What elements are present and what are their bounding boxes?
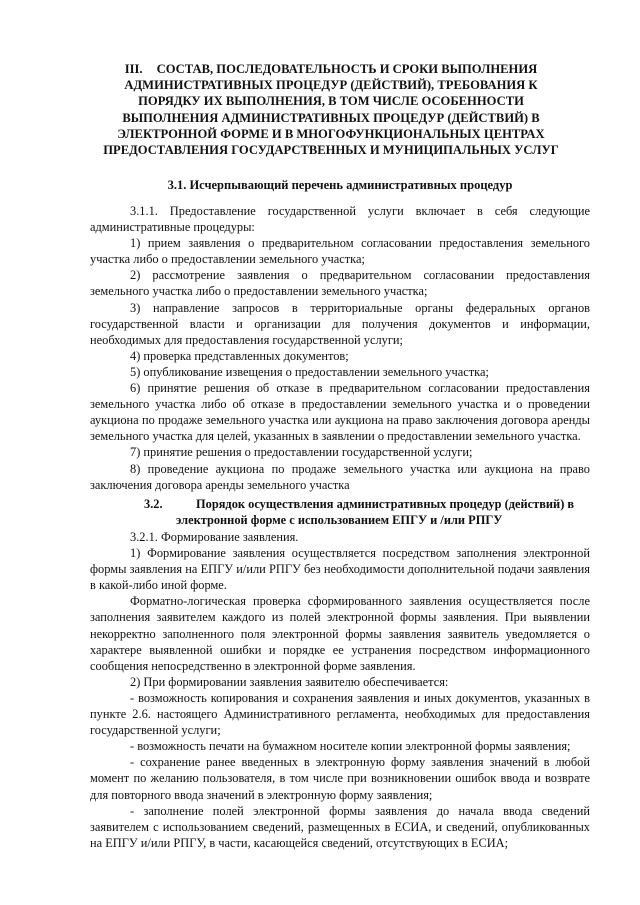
section-number: III. [124,62,143,76]
list-item: 2) рассмотрение заявления о предварительном согласовании предоставления земельного участка либо о предоставлении земельного участка; [90,268,590,299]
subsection-3-2-title [144,496,590,528]
list-item: 5) опубликование извещения о предоставлении земельного участка; [130,364,489,379]
paragraph: Форматно-логическая проверка сформированного заявления осуществляется после заполнения заявителем каждого из полей электронной формы заявления. При выявлении некорректно заполненного поля электронной формы заявления заявитель уведомляется о характере выявленной ошибки и порядке ее устранения посредством информационного сообщения непосредственно в электронной форме заявления. [90,594,590,673]
section-title: СОСТАВ, ПОСЛЕДОВАТЕЛЬНОСТЬ И СРОКИ ВЫПОЛНЕНИЯ АДМИНИСТРАТИВНЫХ ПРОЦЕДУР (ДЕЙСТВИЙ), ТРЕБОВАНИЯ К ПОРЯДКУ ИХ ВЫПОЛНЕНИЯ, В ТОМ ЧИСЛЕ ОСОБЕННОСТИ ВЫПОЛНЕНИЯ АДМИНИСТРАТИВНЫХ ПРОЦЕДУР (ДЕЙСТВИЙ) В ЭЛЕКТРОННОЙ ФОРМЕ И В МНОГОФУНКЦИОНАЛЬНЫХ ЦЕНТРАХ ПРЕДОСТАВЛЕНИЯ ГОСУДАРСТВЕННЫХ И МУНИЦИПАЛЬНЫХ УСЛУГ [103,62,559,158]
list-item: - сохранение ранее введенных в электронную форму заявления значений в любой момент по желанию пользователя, в том числе при возникновении ошибок ввода и возврате для повторного ввода значений в электронную форму заявления; [90,755,590,802]
paragraph: 2) При формировании заявления заявителю обеспечивается: [130,674,449,689]
list-item: - заполнение полей электронной формы заявления до начала ввода сведений заявителем с использованием сведений, размещенных в ЕСИА, и сведений, опубликованных на ЕПГУ и/или РПГУ, в части, касающейся сведений, отсутствующих в ЕСИА; [90,803,590,850]
subsection-3-2-number: 3.2. [144,497,163,511]
list-item: 3) направление запросов в территориальные органы федеральных органов государственной власти и организации для получения документов и информации, необходимых для предоставления государственной услуги; [90,300,590,347]
subsection-3-1-body [90,203,590,493]
subsection-3-2-title-line1: Порядок осуществления административных процедур (действий) в [196,497,575,511]
paragraph: 1) Формирование заявления осуществляется посредством заполнения электронной формы заявления на ЕПГУ и/или РПГУ без необходимости дополнительной подачи заявления в какой-либо иной форме. [90,546,590,593]
subsection-3-2-title-line2: электронной форме с использованием ЕПГУ и /или РПГУ [176,513,503,527]
list-item: 1) прием заявления о предварительном согласовании предоставления земельного участка либо о предоставлении земельного участка; [90,236,590,267]
list-item: 8) проведение аукциона по продаже земельного участка или аукциона на право заключения договора аренды земельного участка [90,461,590,492]
list-item: - возможность печати на бумажном носителе копии электронной формы заявления; [130,739,571,754]
section-heading [96,61,566,158]
subsection-3-2-body [90,529,590,851]
list-item: 7) принятие решения о предоставлении государственной услуги; [130,445,473,460]
subsection-3-1-title: 3.1. Исчерпывающий перечень административных процедур [167,178,513,192]
paragraph: 3.1.1. Предоставление государственной услуги включает в себя следующие административные процедуры: [90,204,590,235]
list-item: 6) принятие решения об отказе в предварительном согласовании предоставления земельного участка либо об отказе в предоставлении земельного участка и о проведении аукциона по продаже земельного участка или аукциона на право заключения договора аренды земельного участка для целей, указанных в заявлении о предоставлении земельного участка. [90,381,590,444]
list-item: - возможность копирования и сохранения заявления и иных документов, указанных в пункте 2.6. настоящего Административного регламента, необходимых для предоставления государственной услуги; [90,690,590,738]
list-item: 4) проверка представленных документов; [130,348,349,363]
paragraph: 3.2.1. Формирование заявления. [130,530,299,544]
